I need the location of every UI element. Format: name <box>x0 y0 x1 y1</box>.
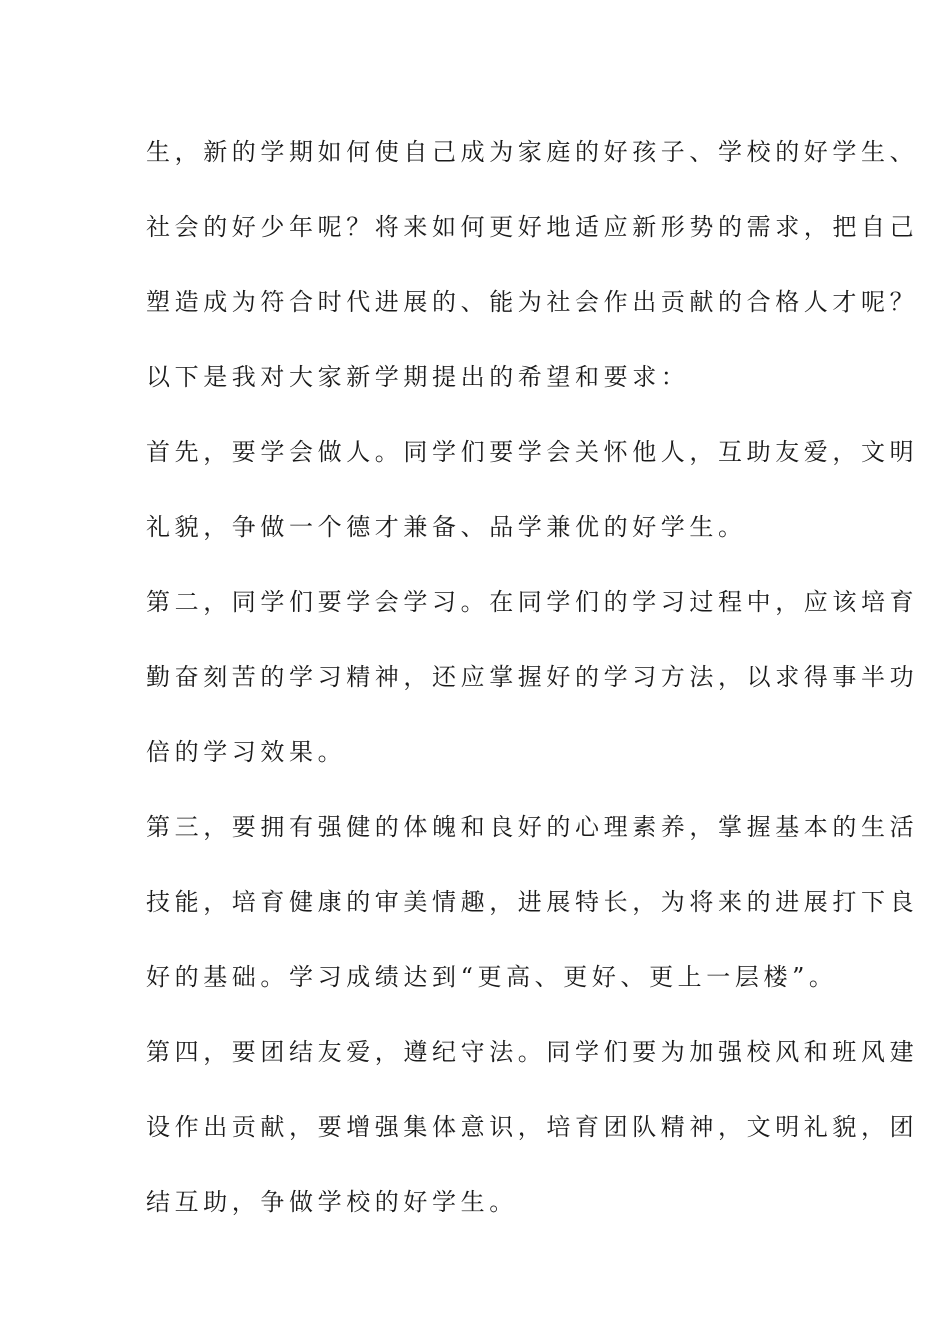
text-line: 塑造成为符合时代进展的、能为社会作出贡献的合格人才呢？ <box>146 288 919 316</box>
text-line: 设作出贡献，要增强集体意识，培育团队精神，文明礼貌，团 <box>146 1113 919 1141</box>
text-line: 倍的学习效果。 <box>146 738 347 766</box>
text-line: 第二，同学们要学会学习。在同学们的学习过程中，应该培育 <box>146 588 919 616</box>
text-line: 好的基础。学习成绩达到“更高、更好、更上一层楼”。 <box>146 963 838 991</box>
text-line: 第四，要团结友爱，遵纪守法。同学们要为加强校风和班风建 <box>146 1038 919 1066</box>
text-line: 结互助，争做学校的好学生。 <box>146 1188 518 1216</box>
text-line: 生，新的学期如何使自己成为家庭的好孩子、学校的好学生、 <box>146 138 919 166</box>
text-line: 首先，要学会做人。同学们要学会关怀他人，互助友爱，文明 <box>146 438 919 466</box>
text-line: 技能，培育健康的审美情趣，进展特长，为将来的进展打下良 <box>146 888 919 916</box>
text-line: 以下是我对大家新学期提出的希望和要求： <box>146 363 690 391</box>
text-line: 勤奋刻苦的学习精神，还应掌握好的学习方法，以求得事半功 <box>146 663 919 691</box>
text-line: 社会的好少年呢？将来如何更好地适应新形势的需求，把自己 <box>146 213 919 241</box>
text-line: 礼貌，争做一个德才兼备、品学兼优的好学生。 <box>146 513 747 541</box>
text-line: 第三，要拥有强健的体魄和良好的心理素养，掌握基本的生活 <box>146 813 919 841</box>
